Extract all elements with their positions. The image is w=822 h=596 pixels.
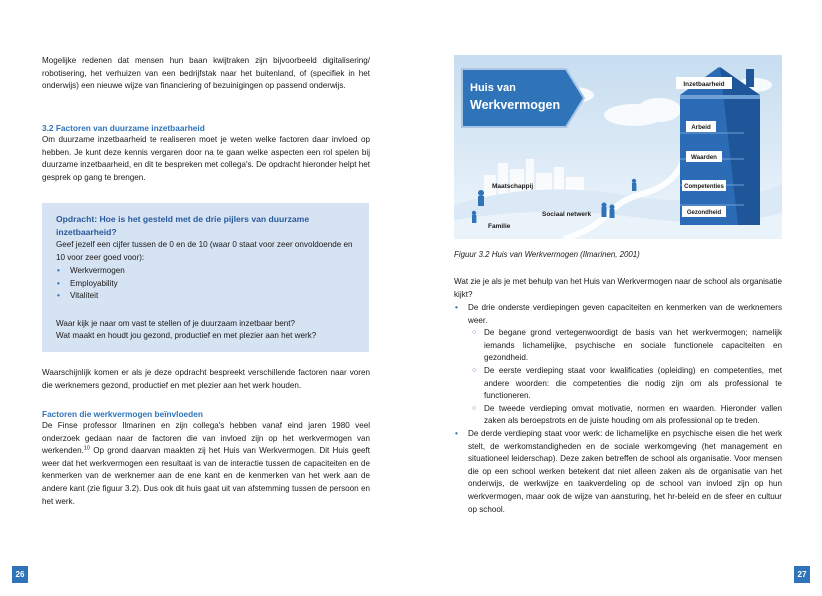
intro-paragraph: Mogelijke redenen dat mensen hun baan kwijtraken zijn bijvoorbeeld digitalisering/ robotisering, het verhuizen van een bedrijfstak naar het buitenland, of (specifiek in het onderwijs) een nieuwe wijze van financiering of bezuinigingen op passend onderwijs.: [42, 56, 370, 91]
list-item-label: Werkvermogen: [70, 266, 125, 275]
list-item: • Vitaliteit: [57, 291, 99, 301]
assignment-title: Opdracht: Hoe is het gesteld met de drie pijlers van duurzame inzetbaarheid?: [56, 214, 310, 237]
section-heading: 3.2 Factoren van duurzame inzetbaarheid: [42, 123, 205, 133]
sub-bullet-text: De eerste verdieping staat voor kwalificaties (opleiding) en competenties, met andere woorden: die competenties die nodig zijn om als professional te functioneren.: [484, 365, 782, 401]
list-item: ○ De begane grond vertegenwoordigt de basis van het werkvermogen; namelijk iemands lichamelijke, psychische en sociale functionele capaciteiten en gezondheid.: [472, 328, 782, 363]
floor-label-arbeid: Arbeid: [691, 124, 711, 131]
section-paragraph: Om duurzame inzetbaarheid te realiseren moet je weten welke factoren daar invloed op hebben. Je kunt deze kennis vergaren door na te gaan welke aspecten een rol spelen bij duurzame inzetbaarheid, en dit te bespreken met collega's. De opdracht hieronder helpt het gesprek op gang te brengen.: [42, 135, 370, 182]
label-maatschappij: Maatschappij: [492, 183, 534, 190]
floor-label-waarden: Waarden: [691, 154, 717, 161]
figure-caption: Figuur 3.2 Huis van Werkvermogen (Ilmarinen, 2001): [454, 250, 640, 259]
sub-list: [468, 327, 782, 428]
label-sociaal-netwerk: Sociaal netwerk: [542, 211, 592, 218]
list-item: • De drie onderste verdiepingen geven capaciteiten en kenmerken van de werknemers weer. ○ De begane grond vertegenwoordigt de basis van het werkvermogen; namelijk iemands lichamelijke, psychische en sociale functionele capaciteiten en gezondheid. ○ De eerste verdieping staat voor kwalificaties (opleiding) en competenties, met andere woorden: die competenties die nodig zijn om als professional te functioneren. ○ De tweede verdieping omvat motivatie, normen en waarden. Hieronder vallen zaken als beroepstrots en de juiste houding om als professional op te treden.: [454, 302, 782, 428]
sub-bullet-text: De begane grond vertegenwoordigt de basis van het werkvermogen; namelijk iemands lichamelijke, psychische en sociale functionele capaciteiten en gezondheid.: [484, 328, 782, 363]
list-item-label: Vitaliteit: [70, 291, 99, 301]
arrow-title-line-2: Werkvermogen: [470, 98, 561, 112]
ilmarinen-text-b: Op grond daarvan maakten zij het Huis van Werkvermogen. Dit Huis geeft weer dat het werkvermogen een resultaat is van de interactie tussen de capaciteiten en de kenmerken van de werknemer aan de ene kant en de kenmerken van het werk aan de andere kant (zie figuur 3.2). Dus ook dit huis gaat uit van afstemming tussen de persoon en het werk.: [42, 446, 370, 506]
bullet-text: De drie onderste verdiepingen geven capaciteiten en kenmerken van de werknemers weer.: [468, 303, 782, 325]
list-item-label: Employability: [70, 278, 118, 288]
list-item: ○ De eerste verdieping staat voor kwalificaties (opleiding) en competenties, met andere woorden: die competenties die nodig zijn om als professional te functioneren.: [472, 365, 782, 401]
assignment-intro: Geef jezelf een cijfer tussen de 0 en de 10 (waar 0 staat voor zeer onvoldoende en 10 voor zeer goed voor):: [56, 240, 353, 262]
floor-label-inzetbaarheid: Inzetbaarheid: [683, 81, 725, 88]
assignment-question-1: Waar kijk je naar om vast te stellen of je duurzaam inzetbaar bent?: [56, 319, 296, 328]
house-of-work-ability-figure: [454, 55, 782, 239]
assignment-question-2: Wat maakt en houdt jou gezond, productief en met plezier aan het werk?: [56, 331, 317, 340]
footnote-ref[interactable]: 10: [83, 445, 90, 452]
assignment-list: [56, 265, 361, 303]
list-item: • De derde verdieping staat voor werk: de lichamelijke en psychische eisen die het werk stelt, de werkomstandigheden en de sociale werkomgeving (het management en situationeel leiderschap). Deze zaken betreffen de school als organisatie. Voor mensen die op een school werken betekent dat niet alleen zaken als de organisatie van het onderwijs, de werkwijze en taakverdeling op de school van invloed zijn op hun werkvermogen, maar ook de wijze van aansturing, het hr-beleid en de sfeer en cultuur op school.: [455, 428, 782, 514]
right-page: [411, 0, 822, 596]
floor-label-competenties: Competenties: [684, 184, 724, 190]
list-item: ○ De tweede verdieping omvat motivatie, normen en waarden. Hieronder vallen zaken als beroepstrots en de juiste houding om als professional op te treden.: [472, 403, 782, 426]
page-number-right: 27: [794, 566, 810, 583]
right-intro: Wat zie je als je met behulp van het Huis van Werkvermogen naar de school als organisatie kijkt?: [454, 277, 782, 299]
arrow-title-line-1: Huis van: [470, 82, 516, 94]
ilmarinen-paragraph: [42, 420, 370, 508]
label-familie: Familie: [488, 223, 511, 230]
house-illustration: [680, 67, 760, 225]
floor-label-gezondheid: Gezondheid: [686, 210, 722, 216]
bullet-text: De derde verdieping staat voor werk: de lichamelijke en psychische eisen die het werk stelt, de werkomstandigheden en de sociale werkomgeving (het management en situationeel leiderschap). Deze zaken betreffen de school als organisatie. Voor mensen die op een school werken betekent dat niet alleen zaken als de organisatie van het onderwijs, de werkwijze en taakverdeling op de school van invloed zijn op hun werkvermogen, maar ook de wijze van aansturing, het hr-beleid en de sfeer en cultuur op school.: [468, 428, 782, 514]
sub-heading: Factoren die werkvermogen beïnvloeden: [42, 409, 203, 419]
conclusion-paragraph: Waarschijnlijk komen er als je deze opdracht bespreekt verschillende factoren naar voren die werknemers gezond, productief en met plezier aan het werk houden.: [42, 368, 370, 390]
assignment-box: [42, 203, 369, 352]
ilmarinen-text-a: De Finse professor Ilmarinen en zijn collega's hebben vanaf eind jaren 1980 veel onderzoek gedaan naar de factoren die van invloed zijn op het werkvermogen van werkenden.: [42, 421, 370, 456]
house-bullets: [454, 302, 782, 516]
sub-bullet-text: De tweede verdieping omvat motivatie, normen en waarden. Hieronder vallen zaken als beroepstrots en de juiste houding om als professional op te treden.: [484, 403, 782, 426]
list-item: • Werkvermogen: [57, 266, 125, 275]
list-item: • Employability: [57, 278, 118, 288]
page-number-left: 26: [12, 566, 28, 583]
